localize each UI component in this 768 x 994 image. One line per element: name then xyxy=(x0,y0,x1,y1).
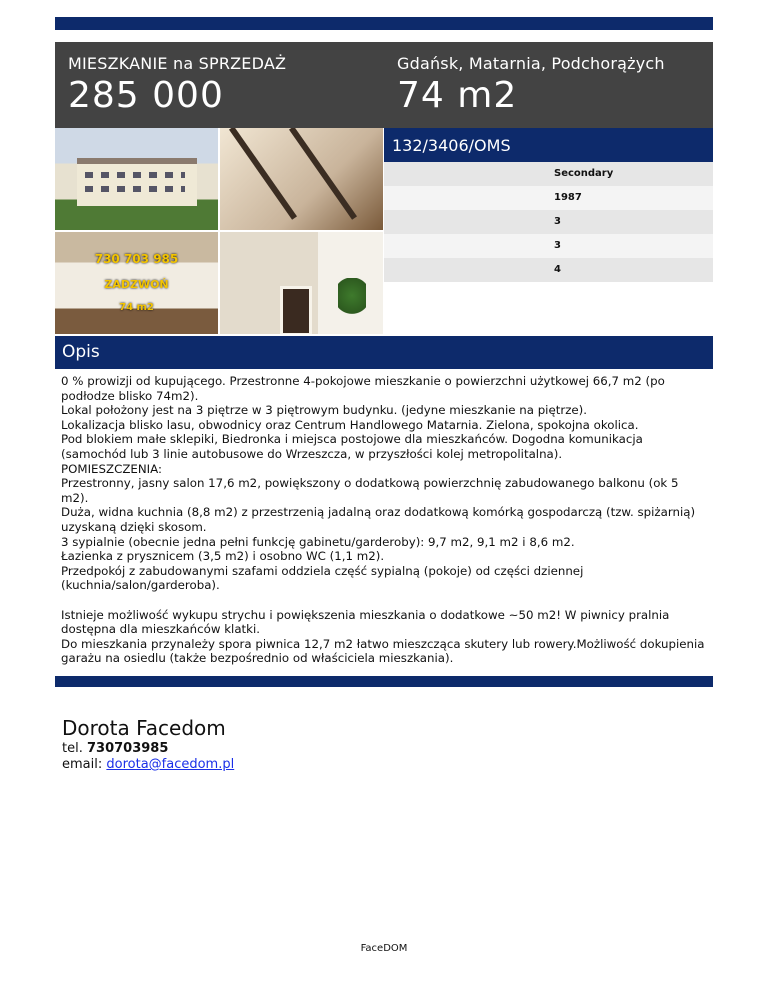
listing-header xyxy=(55,42,713,128)
agent-contact xyxy=(62,716,234,772)
footer-brand: FaceDOM xyxy=(360,943,408,954)
promo-call: ZADZWOŃ xyxy=(104,278,169,291)
offer-type: MIESZKANIE na SPRZEDAŻ xyxy=(68,54,287,73)
detail-row: 1987 xyxy=(384,186,713,210)
phone-label: tel. xyxy=(62,741,83,756)
price: 285 000 xyxy=(68,75,224,116)
detail-row: Secondary xyxy=(384,162,713,186)
photo-building-exterior xyxy=(55,128,218,230)
bottom-accent-bar xyxy=(55,676,713,687)
detail-row: 4 xyxy=(384,258,713,282)
location: Gdańsk, Matarnia, Podchorążych xyxy=(397,54,665,73)
promo-area: 74 m2 xyxy=(119,302,154,313)
agent-phone-line xyxy=(62,741,234,756)
listing-code: 132/3406/OMS xyxy=(392,136,511,155)
promo-phone: 730 703 985 xyxy=(94,252,179,266)
header-left xyxy=(68,54,286,116)
header-right xyxy=(397,54,665,116)
photo-promo-room xyxy=(55,232,218,334)
photo-living-room xyxy=(220,232,383,334)
description-heading-bar xyxy=(55,336,713,369)
agent-email-line xyxy=(62,757,234,772)
agent-phone: 730703985 xyxy=(86,741,169,756)
description-text: 0 % prowizji od kupującego. Przestronne 4-pokojowe mieszkanie o powierzchni użytkowej 66,7 m2 (po podłodze blisko 74m2). Lokal położony jest na 3 piętrze w 3 piętrowym budynku. (jedyne mieszkanie na piętrze). Lokalizacja blisko lasu, obwodnicy oraz Centrum Handlowego Matarnia. Zielona, spokojna okolica. Pod blokiem małe sklepiki, Biedronka i miejsca postojowe dla mieszkańców. Dogodna komunikacja (samochód lub 3 linie autobusowe do Wrzeszcza, w przyszłości kolej metropolitalna). POMIESZCZENIA: Przestronny, jasny salon 17,6 m2, powiększony o dodatkową powierzchnię zabudowanego balkonu (ok 5 m2). Duża, widna kuchnia (8,8 m2) z przestrzenią jadalną oraz dodatkową komórką gospodarczą (tzw. spiżarnią) uzyskaną dzięki skosom. 3 sypialnie (obecnie jedna pełni funkcję gabinetu/garderoby): 9,7 m2, 9,1 m2 i 8,6 m2. Łazienka z prysznicem (3,5 m2) i osobno WC (1,1 m2). Przedpokój z zabudowanymi szafami oddziela część sypialną (pokoje) od części dziennej (kuchnia/salon/garderoba). Istnieje możliwość wykupu strychu i powiększenia mieszkania o dodatkowe ~50 m2! W piwnicy pralnia dostępna dla mieszkańców klatki. Do mieszkania przynależy spora piwnica 12,7 m2 łatwo mieszcząca skutery lub rowery.Możliwość dokupienia garażu na osiedlu (także bezpośrednio od właściciela mieszkania). xyxy=(61,374,705,666)
agent-email-link[interactable]: dorota@facedom.pl xyxy=(106,757,235,772)
area: 74 m2 xyxy=(397,75,518,116)
listing-code-bar xyxy=(384,128,713,162)
details-table xyxy=(384,162,713,282)
detail-row: 3 xyxy=(384,210,713,234)
agent-name: Dorota Facedom xyxy=(62,716,226,740)
email-label: email: xyxy=(62,757,103,772)
detail-row: 3 xyxy=(384,234,713,258)
description-heading: Opis xyxy=(62,342,100,362)
photo-attic-room xyxy=(220,128,383,230)
top-accent-bar xyxy=(55,17,713,30)
photo-grid xyxy=(55,128,384,334)
